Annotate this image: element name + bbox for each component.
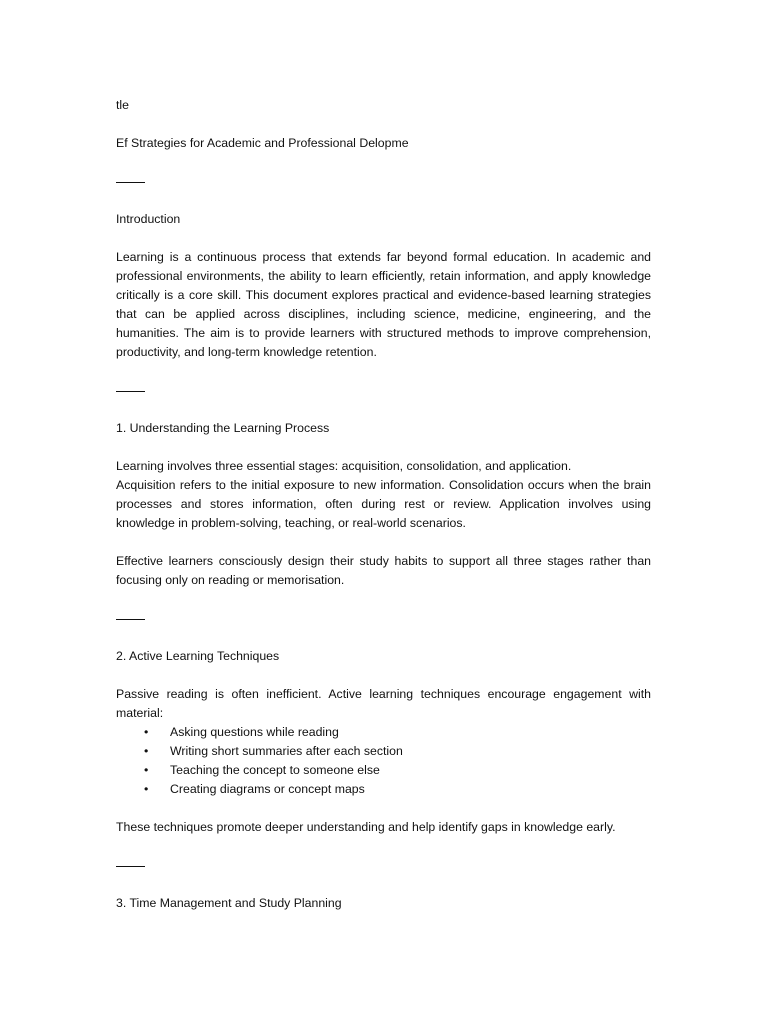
- blank-line: [116, 115, 651, 134]
- blank-line: [116, 229, 651, 248]
- list-item-text: Asking questions while reading: [170, 725, 339, 739]
- list-item: [116, 723, 651, 742]
- document-page: [116, 96, 651, 913]
- section-divider: [116, 609, 651, 628]
- bullet-icon: •: [144, 725, 149, 739]
- section1-paragraph-2: Effective learners consciously design their study habits to support all three stages rather than focusing only on reading or memorisation.: [116, 554, 651, 587]
- list-item-text: Writing short summaries after each section: [170, 744, 403, 758]
- blank-line: [116, 875, 651, 894]
- bullet-icon: •: [144, 744, 149, 758]
- section2-paragraph: Passive reading is often inefficient. Active learning techniques encourage engagement with material:: [116, 687, 651, 720]
- blank-line: [116, 799, 651, 818]
- list-item-text: Creating diagrams or concept maps: [170, 782, 365, 796]
- blank-line: [116, 666, 651, 685]
- section1-heading: 1. Understanding the Learning Process: [116, 421, 330, 435]
- intro-heading: Introduction: [116, 212, 181, 226]
- section1-paragraph: Acquisition refers to the initial exposure to new information. Consolidation occurs when the brain processes and stores information, often during rest or review. Application involves using knowledge in problem-solving, teaching, or real-world scenarios.: [116, 478, 651, 530]
- blank-line: [116, 837, 651, 856]
- section-divider: [116, 381, 651, 400]
- blank-line: [116, 590, 651, 609]
- blank-line: [116, 400, 651, 419]
- list-item: [116, 780, 651, 799]
- section2-paragraph-2: These techniques promote deeper understanding and help identify gaps in knowledge early.: [116, 820, 616, 834]
- intro-paragraph: Learning is a continuous process that extends far beyond formal education. In academic and professional environments, the ability to learn efficiently, retain information, and apply knowledge critically is a core skill. This document explores practical and evidence-based learning strategies that can be applied across disciplines, including science, medicine, engineering, and the humanities. The aim is to provide learners with structured methods to improve comprehension, productivity, and long-term knowledge retention.: [116, 250, 651, 359]
- list-item: [116, 742, 651, 761]
- document-title: Ef Strategies for Academic and Professional Delopme: [116, 136, 409, 150]
- blank-line: [116, 438, 651, 457]
- blank-line: [116, 191, 651, 210]
- section1-stages-line: Learning involves three essential stages: acquisition, consolidation, and application.: [116, 459, 572, 473]
- header-fragment: tle: [116, 98, 129, 112]
- list-item: [116, 761, 651, 780]
- blank-line: [116, 362, 651, 381]
- list-item-text: Teaching the concept to someone else: [170, 763, 380, 777]
- section3-heading: 3. Time Management and Study Planning: [116, 896, 342, 910]
- technique-list: [116, 723, 651, 799]
- bullet-icon: •: [144, 763, 149, 777]
- bullet-icon: •: [144, 782, 149, 796]
- section2-heading: 2. Active Learning Techniques: [116, 649, 280, 663]
- blank-line: [116, 628, 651, 647]
- section-divider: [116, 172, 651, 191]
- blank-line: [116, 153, 651, 172]
- blank-line: [116, 533, 651, 552]
- section-divider: [116, 856, 651, 875]
